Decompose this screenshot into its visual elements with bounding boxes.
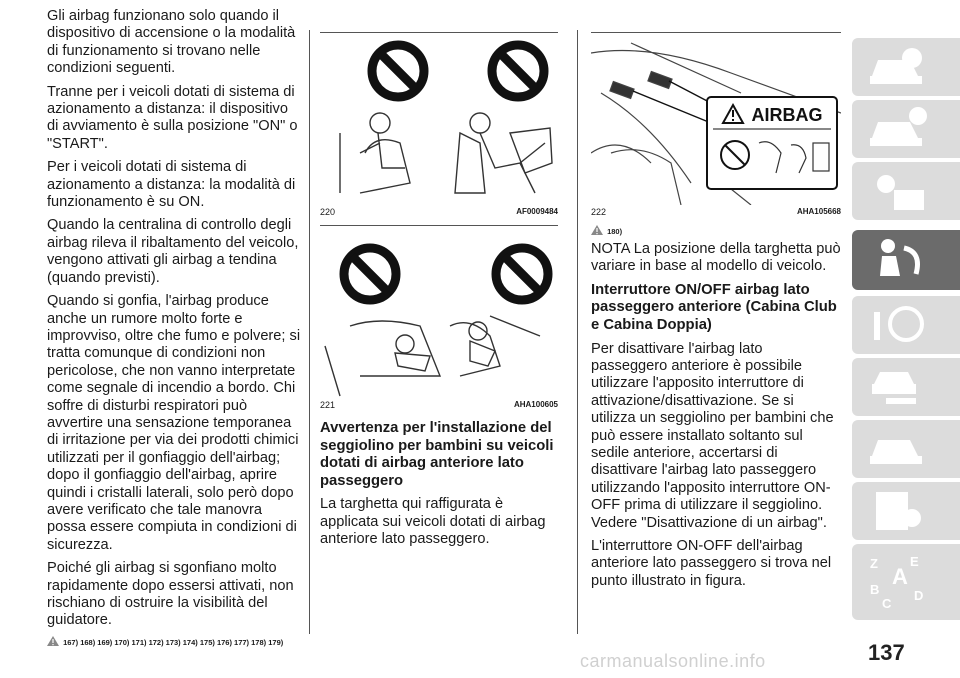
svg-text:E: E	[910, 554, 919, 569]
figure-caption	[320, 400, 558, 410]
column-divider	[309, 30, 310, 634]
warning-ref-text: 180)	[607, 227, 623, 236]
svg-text:B: B	[870, 582, 880, 597]
airbag-label-text: AIRBAG	[751, 105, 823, 125]
column-3	[591, 8, 841, 596]
figure-code: AHA105668	[796, 207, 841, 216]
chapter-tab-car-info[interactable]	[852, 38, 960, 96]
index-abc-icon	[866, 550, 936, 614]
chapter-tab-technical-data[interactable]	[852, 482, 960, 540]
warning-triangle-icon	[47, 636, 59, 646]
figure-222	[591, 32, 841, 205]
svg-text:C: C	[882, 596, 892, 611]
svg-text:D: D	[914, 588, 924, 603]
chapter-tab-dashboard[interactable]	[852, 100, 960, 158]
column-2	[320, 8, 558, 555]
airbag-label-location-illustration	[591, 33, 841, 205]
chapter-tab-starting[interactable]	[852, 296, 960, 354]
figure-code: AHA100605	[513, 400, 558, 409]
warning-refs-text: 167) 168) 169) 170) 171) 172) 173) 174) 175) 176) 177) 178) 179)	[63, 637, 284, 647]
paragraph: L'interruttore ON-OFF dell'airbag anteriore lato passeggero si trova nel punto illustrato in figura.	[591, 538, 832, 589]
figure-code: AF0009484	[516, 207, 558, 216]
warning-triangle-icon	[591, 225, 603, 235]
column-divider	[577, 30, 578, 634]
paragraph: Per i veicoli dotati di sistema di azionamento a distanza: la modalità di funzionamento è su ON.	[47, 159, 296, 211]
paragraph: Quando si gonfia, l'airbag produce anche un rumore molto forte e improvviso, oltre che fumo e polvere; si tratta comunque di condizioni non pericolose, che non vanno interpretate come segnale di incendio a bordo. Chi soffre di disturbi respiratori può avvertire una sensazione temporanea di irritazione per via dei prodotti chimici utilizzati per il gonfiaggio dell'airbag; dopo il gonfiaggio dell'airbag, aprire quindi i cristalli laterali, solo però dopo avere verificato che tale manovra possa essere compiuta in condizioni di sicurezza.	[47, 293, 301, 553]
paragraph: Poiché gli airbag si sgonfiano molto rapidamente dopo essersi attivati, non rischiano di ostruire la visibilità del guidatore.	[47, 560, 294, 629]
section-heading: Avvertenza per l'installazione del seggiolino per bambini su veicoli dotati di airbag anteriore lato passeggero	[320, 420, 554, 489]
figure-number: 221	[320, 400, 336, 410]
figure-221	[320, 225, 558, 398]
section-heading: Interruttore ON/OFF airbag lato passeggero anteriore (Cabina Club e Cabina Doppia)	[591, 281, 837, 333]
chapter-tab-emergency[interactable]	[852, 358, 960, 416]
car-dashboard-info-icon	[866, 106, 930, 152]
note-paragraph: NOTA La posizione della targhetta può variare in base al modello di veicolo.	[591, 241, 841, 275]
figure-number: 222	[591, 207, 607, 217]
figure-caption	[591, 207, 841, 217]
chapter-tab-index[interactable]	[852, 544, 960, 620]
page-number: 137	[868, 640, 905, 665]
chapter-tab-lights[interactable]	[852, 162, 960, 220]
warning-reference	[591, 225, 841, 237]
figure-number: 220	[320, 207, 336, 217]
column-1	[47, 8, 302, 648]
car-info-icon	[866, 44, 930, 90]
chapter-tab-safety[interactable]	[852, 230, 960, 290]
key-steering-icon	[866, 302, 930, 348]
figure-220	[320, 32, 558, 205]
paragraph: Gli airbag funzionano solo quando il dispositivo di accensione o la modalità di funzionamento si trovano nelle condizioni seguenti.	[47, 8, 296, 77]
paragraph: Per disattivare l'airbag lato passeggero anteriore è possibile utilizzare l'apposito interruttore di attivazione/disattivazione. Se si utilizza un seggiolino per bambini che può essere installato soltanto sul sedile anteriore, accertarsi di disattivare l'airbag lato passeggero utilizzando l'apposito interruttore ON-OFF prima di utilizzare il seggiolino. Vedere "Disattivazione di un airbag".	[591, 340, 834, 531]
car-breakdown-icon	[866, 364, 930, 410]
svg-text:A: A	[892, 564, 908, 589]
no-child-seat-illustration	[320, 33, 558, 205]
figure-caption	[320, 207, 558, 217]
car-service-icon	[866, 426, 930, 472]
chapter-tab-service[interactable]	[852, 420, 960, 478]
no-child-seat-illustration	[320, 226, 558, 398]
watermark: carmanualsonline.info	[580, 651, 766, 671]
svg-text:Z: Z	[870, 556, 878, 571]
paragraph: La targhetta qui raffigurata è applicata sui veicoli dotati di airbag anteriore lato passeggero.	[320, 496, 546, 548]
seat-airbag-icon	[866, 236, 930, 284]
technical-data-icon	[866, 488, 930, 534]
paragraph: Quando la centralina di controllo degli airbag rileva il ribaltamento del veicolo, vengono attivati gli airbag a tendina (quando previsti).	[47, 217, 299, 286]
warning-references	[47, 636, 302, 648]
light-mail-icon	[866, 168, 930, 214]
paragraph: Tranne per i veicoli dotati di sistema di azionamento a distanza: il dispositivo di avviamento è sulla posizione "ON" o "START".	[47, 83, 298, 152]
